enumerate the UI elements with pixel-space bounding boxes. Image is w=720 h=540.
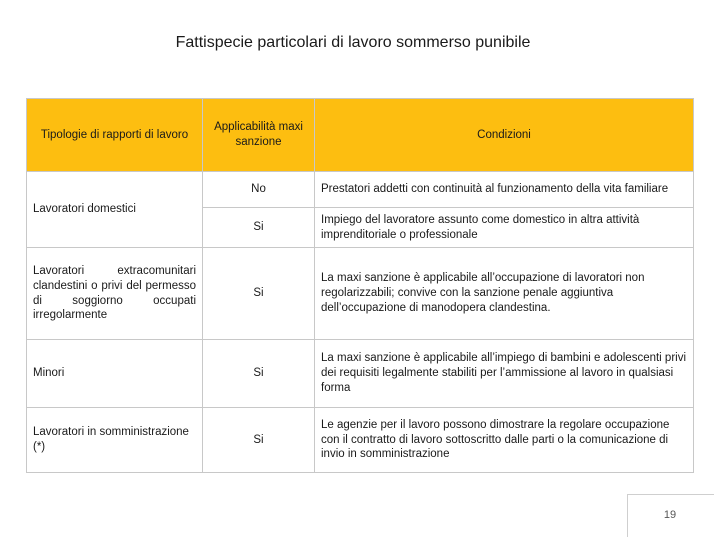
table-row <box>27 248 694 340</box>
cell-applicabilita: Si <box>203 340 315 408</box>
cell-applicabilita: Si <box>203 208 315 248</box>
cell-condizioni: La maxi sanzione è applicabile all’impiego di bambini e adolescenti privi dei requisiti legalmente stabiliti per l’ammissione al lavoro in qualsiasi forma <box>315 340 694 408</box>
cell-applicabilita: Si <box>203 248 315 340</box>
header-condizioni: Condizioni <box>315 99 694 172</box>
cell-condizioni: La maxi sanzione è applicabile all’occupazione di lavoratori non regolarizzabili; convive con la sanzione penale aggiuntiva dell’occupazione di manodopera clandestina. <box>315 248 694 340</box>
cell-applicabilita: No <box>203 172 315 208</box>
table-row <box>27 408 694 473</box>
cell-condizioni: Prestatori addetti con continuità al funzionamento della vita familiare <box>315 172 694 208</box>
header-applicabilita: Applicabilità maxi sanzione <box>203 99 315 172</box>
cell-condizioni: Le agenzie per il lavoro possono dimostrare la regolare occupazione con il contratto di lavoro sottoscritto dalle parti o la comunicazione di invio in somministrazione <box>315 408 694 473</box>
cell-tipologia-minori: Minori <box>27 340 203 408</box>
cell-tipologia-somministrazione: Lavoratori in somministrazione (*) <box>27 408 203 473</box>
cell-tipologia-domestici: Lavoratori domestici <box>27 172 203 248</box>
cell-condizioni: Impiego del lavoratore assunto come domestico in altra attività imprenditoriale o professionale <box>315 208 694 248</box>
table-row <box>27 172 694 208</box>
sanctions-table <box>26 98 694 473</box>
cell-tipologia-extracomunitari: Lavoratori extracomunitari clandestini o privi del permesso di soggiorno occupati irregolarmente <box>27 248 203 340</box>
table-header-row <box>27 99 694 172</box>
header-tipologie: Tipologie di rapporti di lavoro <box>27 99 203 172</box>
cell-applicabilita: Si <box>203 408 315 473</box>
table-row <box>27 340 694 408</box>
slide-title: Fattispecie particolari di lavoro sommerso punibile <box>175 34 531 51</box>
page-number: 19 <box>663 509 677 521</box>
